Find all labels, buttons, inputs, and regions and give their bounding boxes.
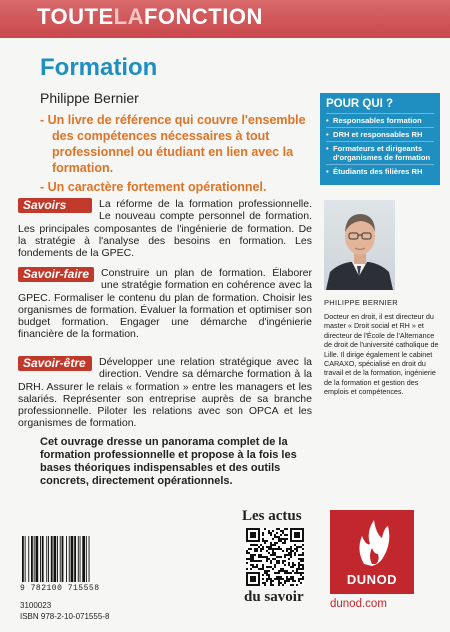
actus-bottom-label: du savoir bbox=[244, 589, 304, 605]
book-author: Philippe Bernier bbox=[40, 90, 139, 106]
highlights-list bbox=[40, 112, 310, 198]
pour-qui-heading: POUR QUI ? bbox=[326, 98, 394, 110]
pour-qui-item: • Responsables formation bbox=[326, 113, 434, 127]
section-savoirs bbox=[18, 198, 312, 259]
highlight-item: - Un caractère fortement opérationnel. bbox=[40, 179, 310, 195]
barcode-image bbox=[20, 536, 118, 582]
series-part1: TOUTE bbox=[37, 4, 114, 29]
section-text: La réforme de la formation professionnelle. Le nouveau compte personnel de formation. Les principales composantes de l'ingénierie de formation. De la stratégie à l'analyse des besoins en formation. Les fondements de la GPEC. bbox=[18, 198, 312, 260]
author-portrait bbox=[324, 200, 395, 290]
pour-qui-item: • Étudiants des filières RH bbox=[326, 164, 434, 178]
book-title: Formation bbox=[40, 54, 158, 81]
conclusion-text: Cet ouvrage dresse un panorama complet de la formation professionnelle et propose à la fois les bases théoriques indispensables et des outils concrets, directement opérationnels. bbox=[40, 436, 297, 487]
pour-qui-item: • DRH et responsables RH bbox=[326, 127, 434, 141]
qr-code-icon[interactable] bbox=[246, 528, 304, 586]
publisher-name: DUNOD bbox=[346, 572, 398, 587]
publisher-url[interactable]: dunod.com bbox=[330, 598, 387, 610]
series-title bbox=[37, 4, 263, 30]
section-savoir-etre bbox=[18, 356, 312, 430]
series-part3: FONCTION bbox=[143, 4, 263, 29]
series-part2: LA bbox=[113, 4, 144, 29]
barcode-number: 9 782100 715558 bbox=[20, 584, 100, 593]
section-tag: Savoir-faire bbox=[18, 267, 94, 282]
section-tag: Savoirs bbox=[18, 198, 92, 213]
bio-text: Docteur en droit, il est directeur du master « Droit social et RH » et directeur de l'École de l'Alternance de droit de l'université catholique de Lille. Il dirige également le cabinet CARAXO, spécialisé en droit du travail et de la formation, ingénierie de la formation et gestion des emplois et compétences. bbox=[324, 312, 439, 397]
isbn-code: ISBN 978-2-10-071555-8 bbox=[20, 612, 110, 621]
section-tag: Savoir-être bbox=[18, 356, 92, 371]
pour-qui-item: • Formateurs et dirigeants d'organismes de formation bbox=[326, 141, 434, 164]
publisher-logo[interactable] bbox=[330, 510, 414, 594]
pour-qui-list bbox=[326, 113, 434, 178]
actus-top-label: Les actus bbox=[242, 508, 302, 524]
product-code: 3100023 bbox=[20, 601, 52, 610]
section-savoir-faire bbox=[18, 267, 312, 341]
section-text: Construire un plan de formation. Élaborer une stratégie formation en cohérence avec la GPEC. Formaliser le contenu du plan de formation. Choisir les organismes de formation. Évaluer la formation et optimiser son budget formation. Engager une démarche d'ingénierie financière de la formation. bbox=[18, 267, 312, 341]
portrait-illustration bbox=[324, 200, 395, 290]
bio-name: PHILIPPE BERNIER bbox=[324, 298, 398, 307]
highlight-item: - Un livre de référence qui couvre l'ensemble des compétences nécessaires à tout professionnel ou étudiant en lien avec la formation. bbox=[40, 112, 310, 176]
dunod-flame-icon bbox=[330, 510, 414, 572]
pour-qui-box bbox=[320, 93, 440, 185]
section-text: Développer une relation stratégique avec la direction. Vendre sa démarche formation à la DRH. Assurer le relais « formation » entre les managers et les salariés. Représenter son entreprise auprès de sa branche professionnelle. Piloter les relations avec son OPCA et les organismes de formation. bbox=[18, 356, 312, 430]
